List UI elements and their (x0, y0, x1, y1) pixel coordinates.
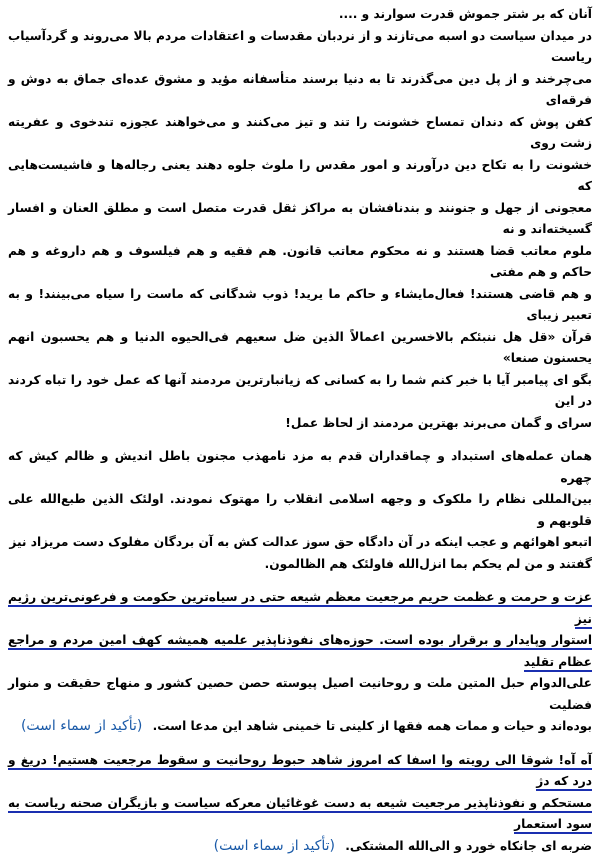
paragraph-2-line: گفتند و من لم یحکم بما انزل‌الله فاولئک هم الظالمون. (265, 557, 592, 571)
paragraph-4 (8, 750, 592, 857)
underlined-line: آه آه! شوقا الی رویته وا اسفا که امروز شاهد حبوط روحانیت و سقوط مرجعیت هستیم! دریغ و درد که دژ (8, 753, 592, 792)
emphasis-note: (تأکید از سماء است) (214, 838, 335, 854)
paragraph-4-line: ضربه ای جانکاه خورد و الی‌الله المشتکی. (345, 839, 592, 853)
paragraph-1-line: معجونی از جهل و جنونند و بندنافشان به مراکز ثقل قدرت متصل است و مطلق العنان و افسار گسیخته‌اند و نه (8, 201, 592, 237)
paragraph-2-line: اتبعو اهوائهم و عجب اینکه در آن دادگاه حق سوز عدالت کش به آن بردگان مفلوک دست مریزاد نیز (9, 535, 592, 549)
paragraph-1-line: بگو ای پیامبر آیا با خبر کنم شما را به کسانی که زیانبارترین مردمند آنها که عمل خود را تباه کردند در این (8, 373, 592, 409)
paragraph-2-line: بین‌المللی نظام را ملکوک و وجهه اسلامی انقلاب را مهتوک نمودند. اولئک الذین طبع‌الله علی قلوبهم و (8, 492, 592, 528)
paragraph-1-line: می‌چرخند و از پل دین می‌گذرند تا به دنیا برسند متأسفانه مؤید و مشوق عده‌ای جماق به دوش و فرقه‌ای (8, 72, 592, 108)
paragraph-1-line: آنان که بر شتر جموش قدرت سوارند و .... (339, 7, 592, 21)
paragraph-1-line: و هم قاضی هستند! فعال‌مایشاء و حاکم ما یرید! ذوب شدگانی که ماست را سیاه می‌بینند! و به تعبیر زیبای (8, 287, 592, 323)
paragraph-1 (8, 4, 592, 434)
underlined-line: مستحکم و نفوذناپذیر مرجعیت شیعه به دست غوغائیان معرکه سیاست و بازیگران صحنه ریاست به سود استعمار (8, 796, 592, 835)
paragraph-1-line: سرای و گمان می‌برند بهترین مردمند از لحاظ عمل! (285, 416, 592, 430)
paragraph-3-line: علی‌الدوام حبل المتین ملت و روحانیت اصیل پیوسته حصن حصین کشور و منهاج حقیقت و منوار فضلیت (8, 676, 592, 712)
emphasis-note: (تأکید از سماء است) (21, 718, 142, 734)
paragraph-spacer (8, 434, 592, 446)
paragraph-1-line: قرآن «قل هل ننبئکم بالاخسرین اعمالاً الذین ضل سعیهم فی‌الحیوه الدنیا و هم یحسبون انهم یحسنون صنعا» (8, 330, 592, 366)
paragraph-3-line: بوده‌اند و حیات و ممات همه فقها از کلینی تا خمینی شاهد این مدعا است. (153, 719, 592, 733)
paragraph-spacer (8, 738, 592, 750)
underlined-line: استوار وپایدار و برقرار بوده است. حوزه‌های نفوذناپذیر علمیه همیشه کهف امین مردم و مراجع عظام تقلید (8, 633, 592, 672)
paragraph-1-line: خشونت را به تکاح دین درآورند و امور مقدس را ملوث جلوه دهند یعنی رجاله‌ها و فاشیست‌هایی که (8, 158, 592, 194)
paragraph-1-line: کفن پوش که دندان تمساح خشونت را تند و تیز می‌کنند و می‌خواهند عجوزه تندخوی و عفریته زشت روی (8, 115, 592, 151)
paragraph-1-line: در میدان سیاست دو اسبه می‌تازند و از نردبان مقدسات و اعتقادات مردم بالا می‌روند و گردآسیاب ریاست (8, 29, 592, 65)
paragraph-2-line: همان عمله‌های استبداد و چماقداران قدم به مزد نامهذب مجنون باطل اندیش و ظالم کیش که چهره (8, 449, 592, 485)
paragraph-1-line: ملوم معاتب قضا هستند و نه محکوم معاتب قانون. هم فقیه و هم فیلسوف و هم داروغه و هم حاکم و هم مفتی (8, 244, 592, 280)
paragraph-spacer (8, 575, 592, 587)
paragraph-2 (8, 446, 592, 575)
underlined-line: عزت و حرمت و عظمت حریم مرجعیت معظم شیعه حتی در سیاه‌ترین حکومت و فرعونی‌ترین رژیم نیز (8, 590, 592, 629)
